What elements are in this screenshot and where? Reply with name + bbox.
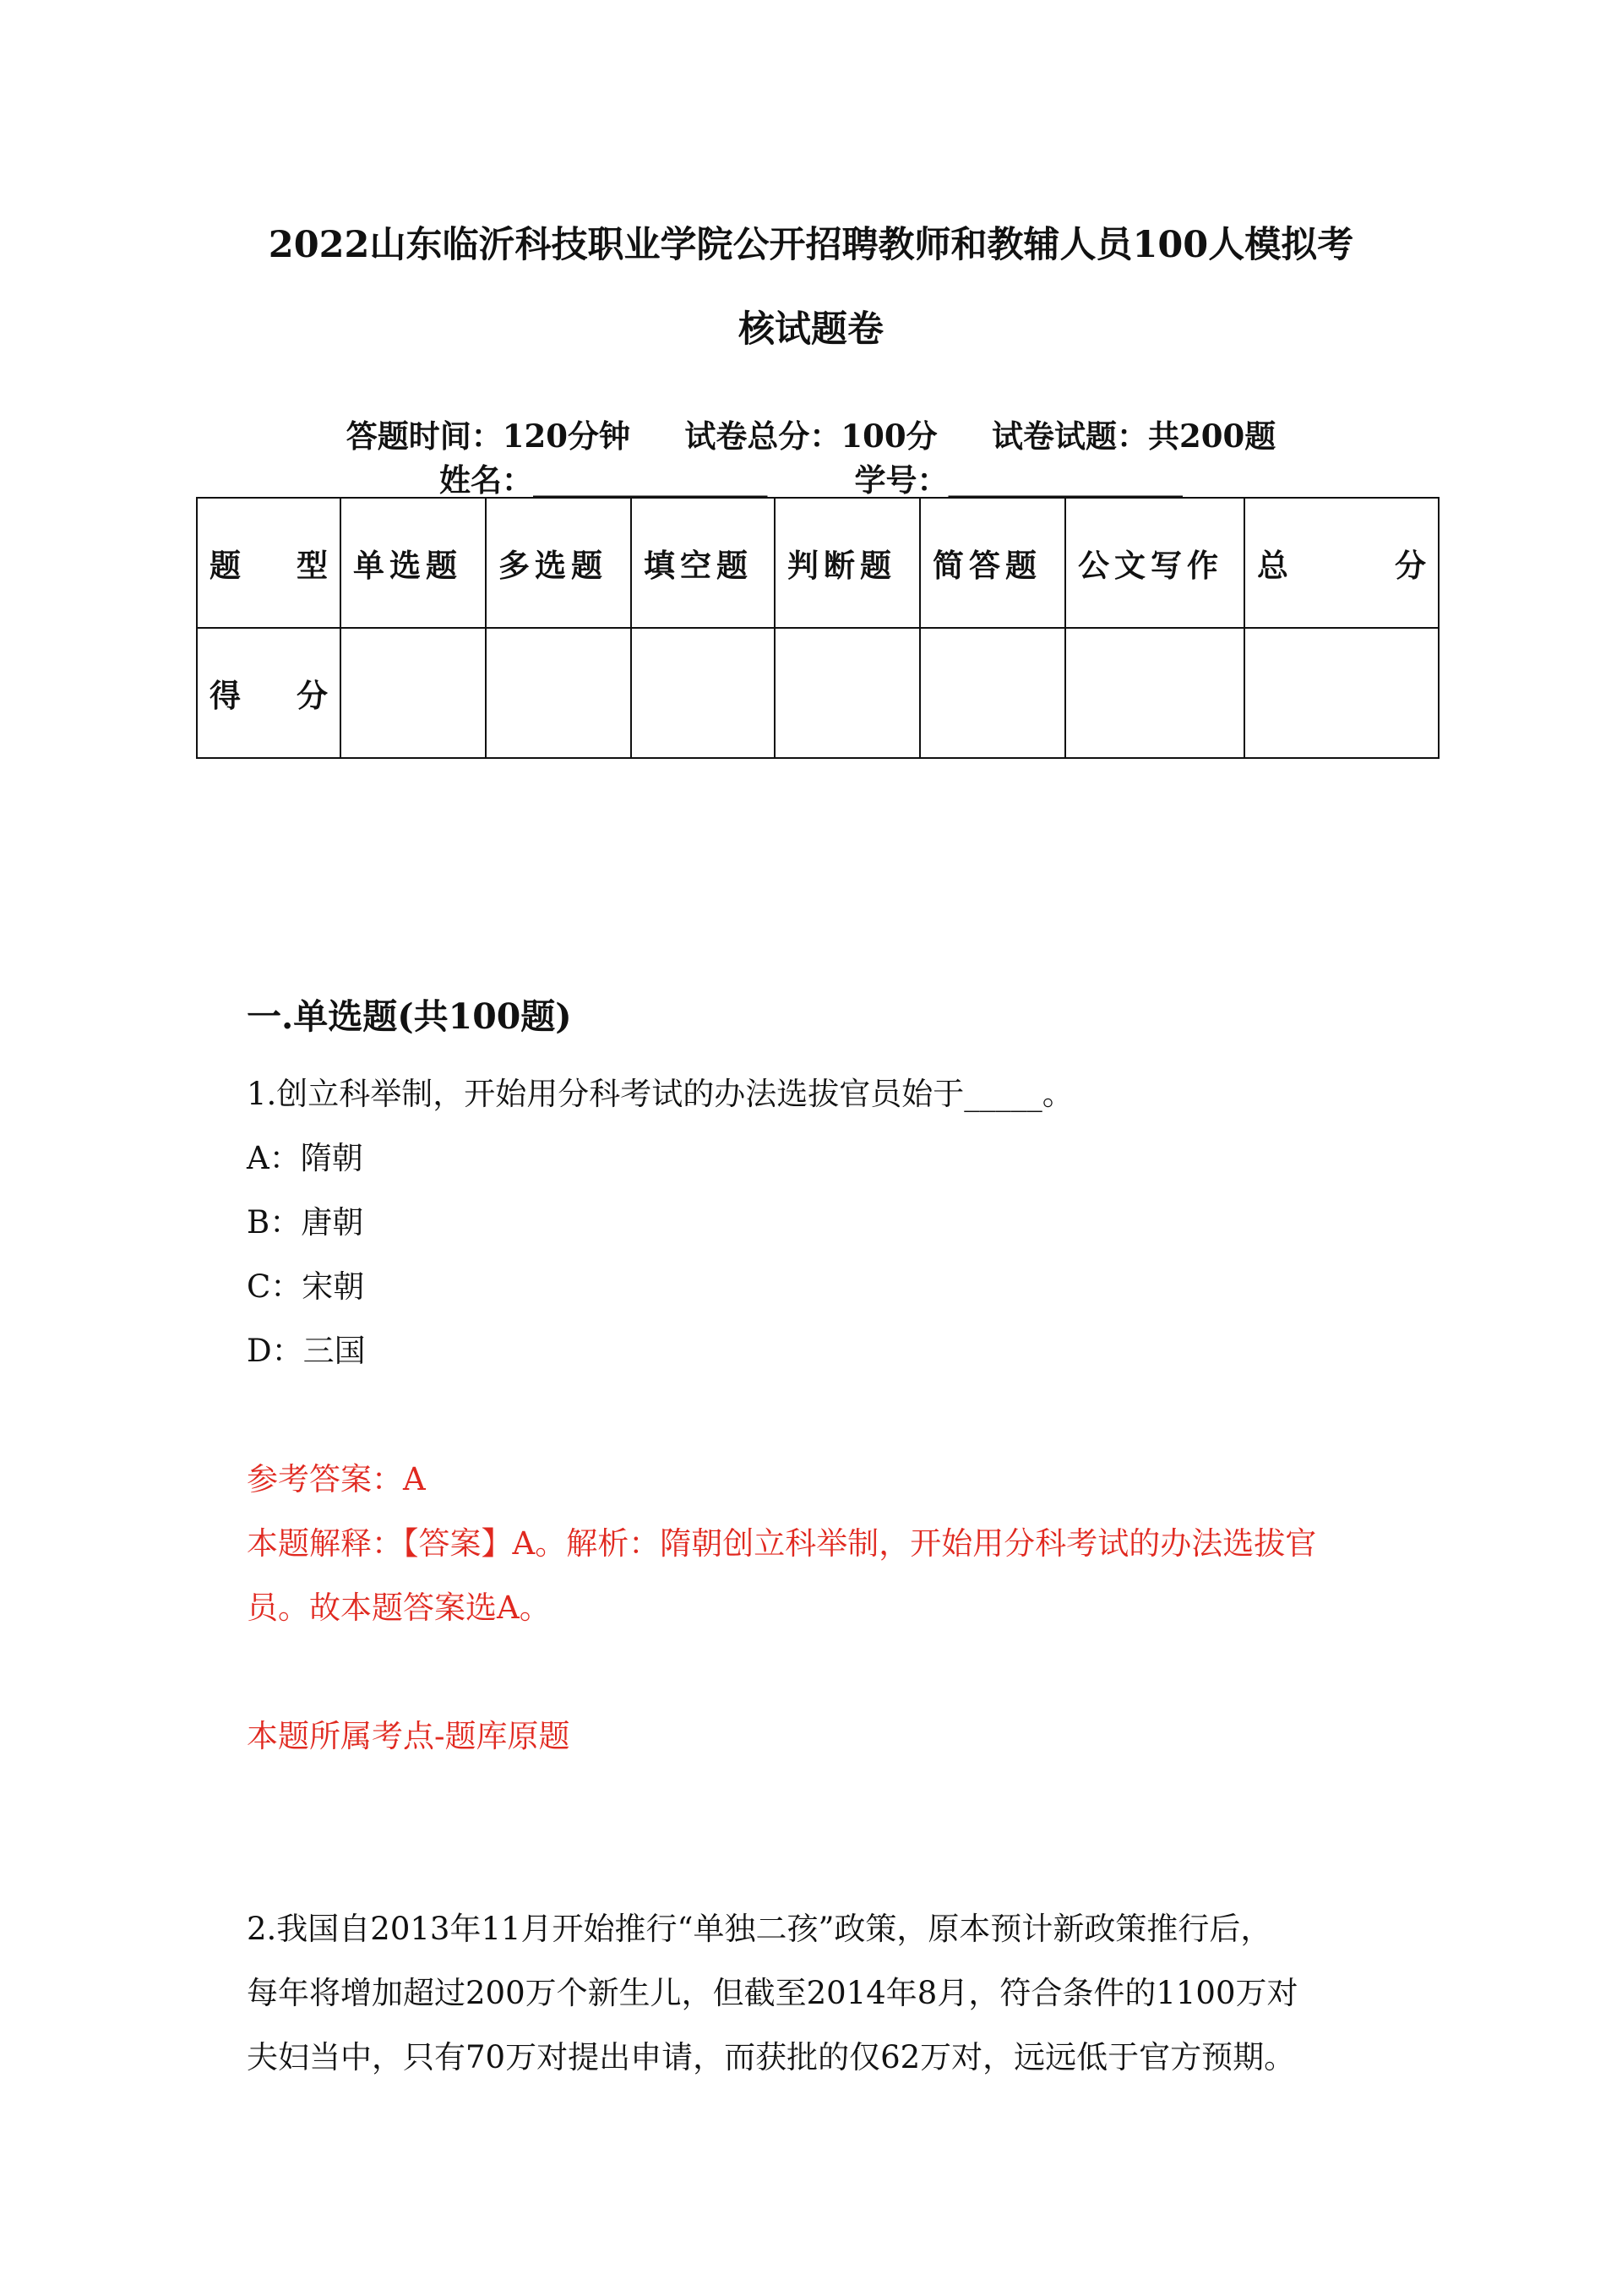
score-cell[interactable] [1065, 628, 1244, 758]
header-cell-true-false: 判断题 [775, 498, 920, 628]
score-cell[interactable] [340, 628, 486, 758]
score-cell[interactable] [775, 628, 920, 758]
student-info [0, 455, 1622, 500]
q1-option-b: B：唐朝 [247, 1204, 364, 1241]
q1-answer: 参考答案：A [247, 1461, 426, 1497]
score-cell[interactable] [631, 628, 775, 758]
score-table [196, 497, 1440, 759]
q2-stem-line2: 每年将增加超过200万个新生儿，但截至2014年8月，符合条件的1100万对 [247, 1975, 1298, 2011]
score-cell[interactable] [486, 628, 631, 758]
score-cell[interactable] [1244, 628, 1439, 758]
exam-total-score: 试卷总分：100分 [684, 417, 938, 455]
q1-stem: 1.创立科举制，开始用分科考试的办法选拔官员始于_____。 [247, 1076, 1074, 1112]
score-row-label: 得 分 [197, 628, 340, 758]
q2-stem-line1: 2.我国自2013年11月开始推行“单独二孩”政策，原本预计新政策推行后， [247, 1911, 1272, 1947]
header-cell-short-answer: 简答题 [920, 498, 1065, 628]
q1-option-c: C：宋朝 [247, 1268, 365, 1305]
header-cell-total: 总 分 [1244, 498, 1439, 628]
student-id-field: 学号：_______________ [854, 461, 1184, 499]
q1-option-a: A：隋朝 [247, 1140, 363, 1176]
section-title: 一.单选题(共100题) [247, 996, 572, 1037]
score-cell[interactable] [920, 628, 1065, 758]
header-cell-fill-blank: 填空题 [631, 498, 775, 628]
header-cell-multiple-choice: 多选题 [486, 498, 631, 628]
exam-question-count: 试卷试题：共200题 [992, 417, 1276, 455]
q1-explanation-line2: 员。故本题答案选A。 [247, 1590, 551, 1626]
score-table-score-row [197, 628, 1439, 758]
q1-source: 本题所属考点-题库原题 [247, 1718, 570, 1754]
exam-info [0, 411, 1622, 456]
score-table-header-row [197, 498, 1439, 628]
exam-title-line1: 2022山东临沂科技职业学院公开招聘教师和教辅人员100人模拟考 [268, 224, 1354, 266]
exam-time: 答题时间：120分钟 [346, 417, 630, 455]
header-cell-type: 题 型 [197, 498, 340, 628]
exam-title-line2: 核试题卷 [738, 308, 884, 351]
header-cell-official-writing: 公文写作 [1065, 498, 1244, 628]
header-cell-single-choice: 单选题 [340, 498, 486, 628]
student-name-field: 姓名：_______________ [438, 461, 768, 499]
q2-stem-line3: 夫妇当中，只有70万对提出申请，而获批的仅62万对，远远低于官方预期。 [247, 2039, 1296, 2075]
q1-explanation-line1: 本题解释：【答案】A。解析：隋朝创立科举制，开始用分科考试的办法选拔官 [247, 1525, 1317, 1562]
q1-option-d: D：三国 [247, 1333, 366, 1369]
